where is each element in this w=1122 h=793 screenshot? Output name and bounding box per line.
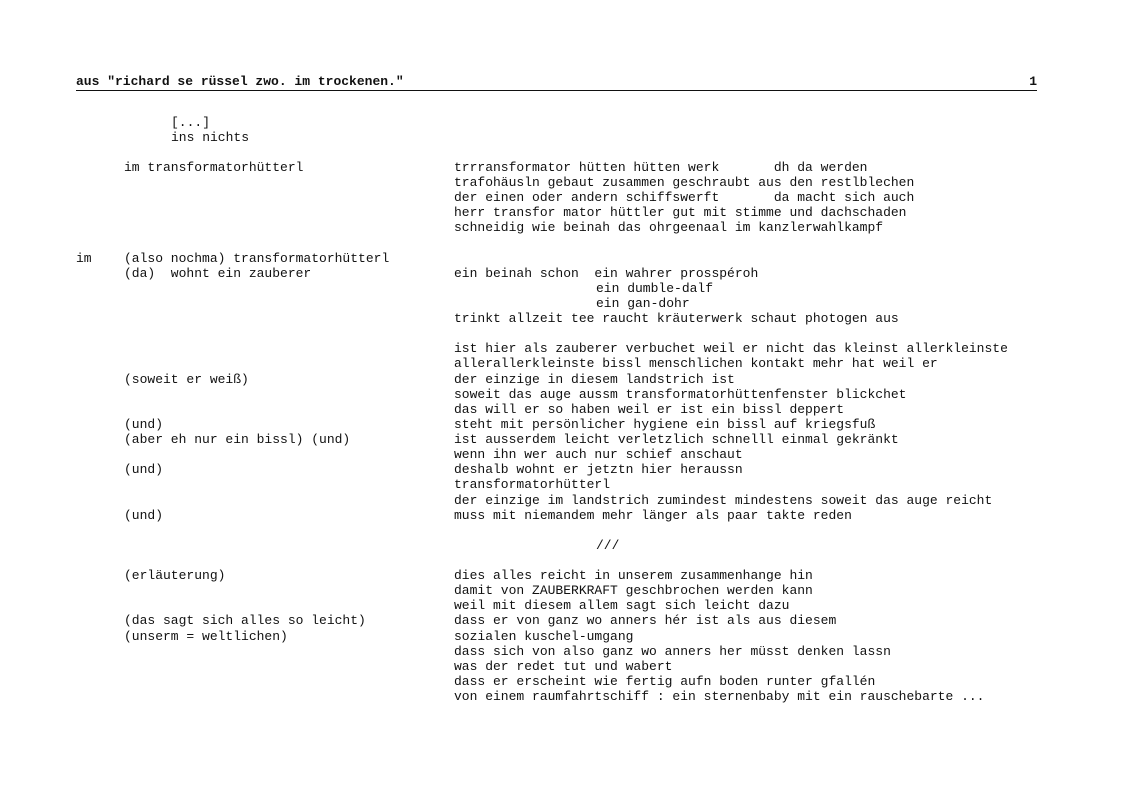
text-line: herr transfor mator hüttler gut mit stimme und dachschaden (454, 205, 907, 220)
text-line: (also nochma) transformatorhütterl (124, 251, 390, 266)
text-line: der einzige im landstrich zumindest mindestens soweit das auge reicht (454, 493, 993, 508)
text-line: trafohäusln gebaut zusammen geschraubt aus den restlblechen (454, 175, 915, 190)
text-line: weil mit diesem allem sagt sich leicht dazu (454, 598, 790, 613)
text-line: ein beinah schon ein wahrer prosspéroh (454, 266, 759, 281)
text-line: wenn ihn wer auch nur schief anschaut (454, 447, 743, 462)
text-line: (da) wohnt ein zauberer (124, 266, 312, 281)
text-line: (und) (124, 417, 164, 432)
text-line: trinkt allzeit tee raucht kräuterwerk schaut photogen aus (454, 311, 899, 326)
text-line: (erläuterung) (124, 568, 226, 583)
text-line: transformatorhütterl (454, 477, 611, 492)
page-number: 1 (1029, 74, 1037, 89)
text-line: allerallerkleinste bissl menschlichen kontakt mehr hat weil er (454, 356, 938, 371)
header-title: aus "richard se rüssel zwo. im trockenen." (76, 74, 404, 89)
text-line: dass er von ganz wo anners hér ist als aus diesem (454, 613, 837, 628)
text-line: ist ausserdem leicht verletzlich schnelll einmal gekränkt (454, 432, 899, 447)
text-line: deshalb wohnt er jetztn hier heraussn (454, 462, 743, 477)
text-line: (das sagt sich alles so leicht) (124, 613, 366, 628)
text-line: schneidig wie beinah das ohrgeenaal im kanzlerwahlkampf (454, 220, 884, 235)
text-line: sozialen kuschel-umgang (454, 629, 634, 644)
text-line: von einem raumfahrtschiff : ein sternenbaby mit ein rauschebarte ... (454, 689, 985, 704)
text-line: (soweit er weiß) (124, 372, 249, 387)
text-line: im transformatorhütterl (124, 160, 304, 175)
text-line: im (76, 251, 92, 266)
text-line: ist hier als zauberer verbuchet weil er nicht das kleinst allerkleinste (454, 341, 1008, 356)
text-line: dass er erscheint wie fertig aufn boden runter gfallén (454, 674, 876, 689)
text-line: ein gan-dohr (596, 296, 690, 311)
text-line: [...] (171, 115, 211, 130)
text-line: was der redet tut und wabert (454, 659, 673, 674)
text-line: der einzige in diesem landstrich ist (454, 372, 735, 387)
text-line: ins nichts (171, 130, 250, 145)
text-line: (aber eh nur ein bissl) (und) (124, 432, 351, 447)
text-line: (und) (124, 462, 164, 477)
text-line: (und) (124, 508, 164, 523)
text-line: /// (596, 538, 620, 553)
text-line: der einen oder andern schiffswerft da macht sich auch (454, 190, 915, 205)
text-line: das will er so haben weil er ist ein bissl deppert (454, 402, 845, 417)
text-line: ein dumble-dalf (596, 281, 714, 296)
page-header (76, 75, 1037, 91)
text-line: (unserm = weltlichen) (124, 629, 288, 644)
text-line: damit von ZAUBERKRAFT geschbrochen werden kann (454, 583, 813, 598)
text-line: muss mit niemandem mehr länger als paar takte reden (454, 508, 852, 523)
text-line: soweit das auge aussm transformatorhüttenfenster blickchet (454, 387, 907, 402)
text-line: trrransformator hütten hütten werk dh da werden (454, 160, 868, 175)
text-line: dies alles reicht in unserem zusammenhange hin (454, 568, 813, 583)
text-line: steht mit persönlicher hygiene ein bissl auf kriegsfuß (454, 417, 876, 432)
text-line: dass sich von also ganz wo anners her müsst denken lassn (454, 644, 891, 659)
